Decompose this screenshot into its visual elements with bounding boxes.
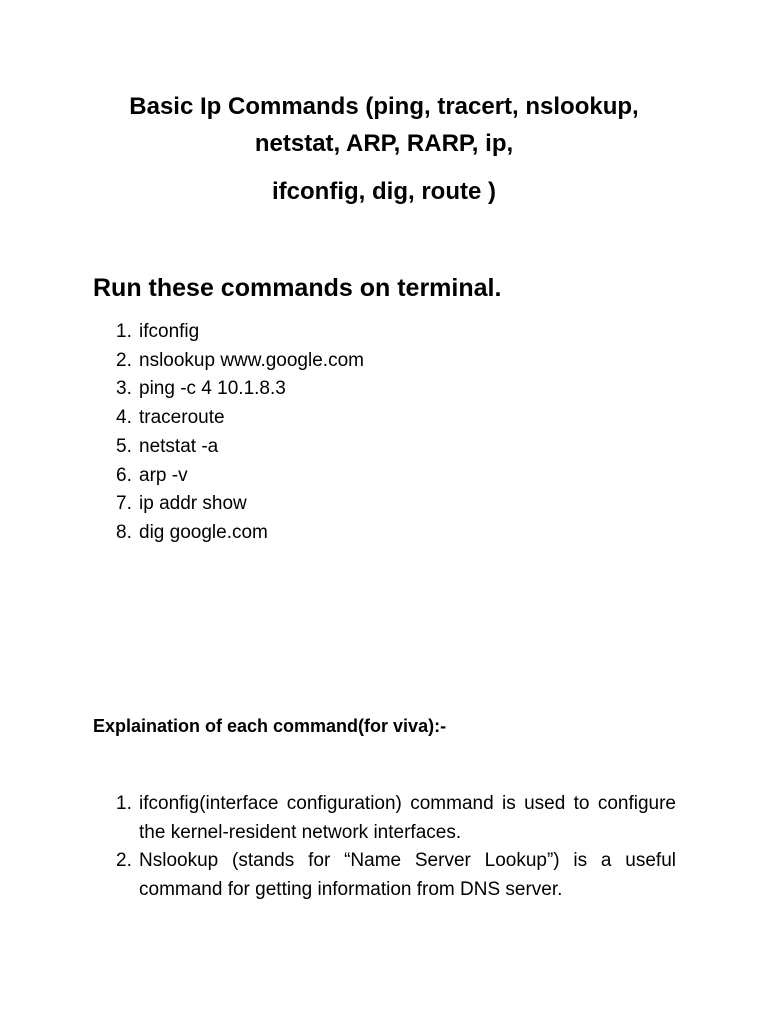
list-number: 4. <box>116 407 132 429</box>
command-text: dig google.com <box>139 521 268 543</box>
command-text: netstat -a <box>139 435 219 457</box>
command-list <box>116 318 364 548</box>
list-number: 1. <box>116 793 132 814</box>
explanation-item <box>116 790 676 847</box>
explanation-text: ifconfig(interface configuration) command is used to configure the kernel-resident network interfaces. <box>139 793 676 843</box>
list-number: 8. <box>116 521 132 543</box>
command-text: ifconfig <box>139 321 200 342</box>
command-text: nslookup www.google.com <box>139 349 364 371</box>
explanation-list <box>116 790 676 905</box>
command-text: arp -v <box>139 464 188 486</box>
list-number: 6. <box>116 464 132 486</box>
list-number: 2. <box>116 349 132 371</box>
command-text: ping -c 4 10.1.8.3 <box>139 378 286 400</box>
command-item <box>116 404 364 433</box>
list-number: 2. <box>116 850 132 872</box>
command-item <box>116 375 364 404</box>
list-number: 5. <box>116 435 132 457</box>
command-item <box>116 490 364 519</box>
explanation-heading: Explaination of each command(for viva):- <box>93 716 447 736</box>
document-title-line-3: ifconfig, dig, route ) <box>272 178 496 205</box>
section-heading: Run these commands on terminal. <box>93 274 502 302</box>
list-number: 1. <box>116 321 132 342</box>
command-item <box>116 347 364 376</box>
command-item <box>116 462 364 491</box>
document-title-line-2: netstat, ARP, RARP, ip, <box>254 130 514 157</box>
command-item <box>116 519 364 548</box>
command-text: traceroute <box>139 407 225 429</box>
list-number: 7. <box>116 493 132 515</box>
command-text: ip addr show <box>139 493 247 515</box>
command-item <box>116 433 364 462</box>
list-number: 3. <box>116 378 132 400</box>
command-item <box>116 318 364 347</box>
document-title-line-1: Basic Ip Commands (ping, tracert, nslookup, <box>129 93 639 120</box>
explanation-item <box>116 847 676 904</box>
explanation-text: Nslookup (stands for “Name Server Lookup”) is a useful command for getting information from DNS server. <box>139 850 676 901</box>
